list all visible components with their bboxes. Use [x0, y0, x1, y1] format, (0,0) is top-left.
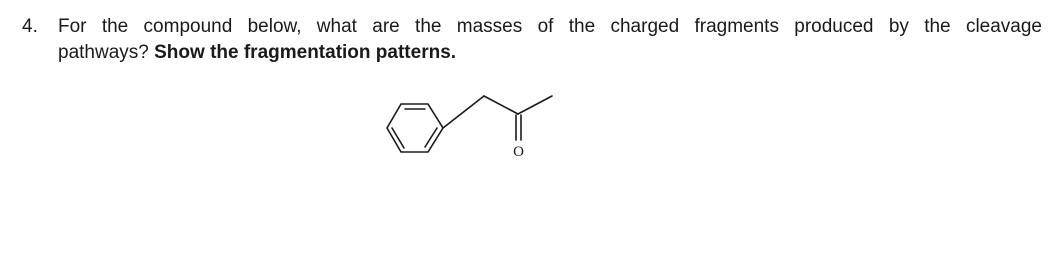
- chemical-structure: [370, 88, 570, 178]
- ring-double-bond-3: [425, 128, 437, 147]
- question-number: 4.: [22, 16, 38, 37]
- phenylacetone-structure-diagram: [370, 88, 570, 178]
- bond-ring-ch2: [443, 96, 484, 128]
- bond-ch2-carbonyl: [484, 96, 518, 114]
- benzene-ring: [387, 104, 443, 152]
- question-text-line-2: [58, 40, 456, 66]
- question-text-line-1: For the compound below, what are the masses of the charged fragments produced by the cleavage: [58, 16, 1042, 37]
- question-instruction-bold: Show the fragmentation patterns.: [154, 42, 457, 63]
- ring-double-bond-2: [392, 128, 404, 148]
- oxygen-atom-label: O: [513, 144, 524, 160]
- bond-carbonyl-methyl: [518, 96, 552, 114]
- question-text-prefix: pathways?: [58, 42, 149, 63]
